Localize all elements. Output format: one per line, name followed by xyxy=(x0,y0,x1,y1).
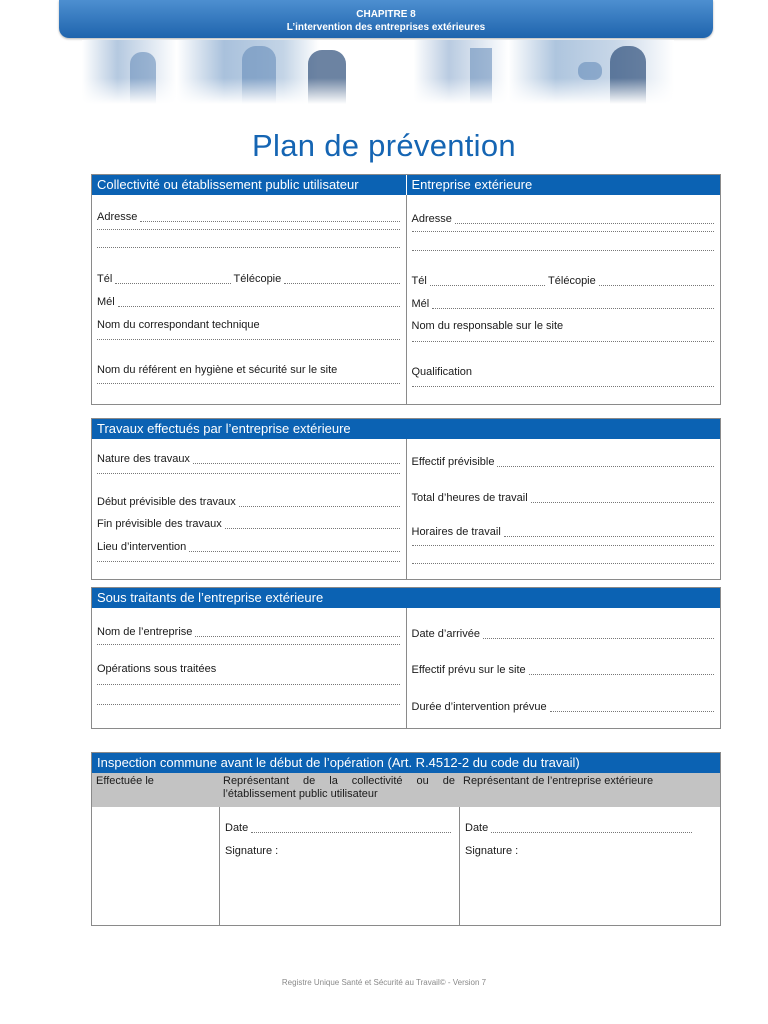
header-travaux: Travaux effectués par l’entreprise extérieure xyxy=(97,421,351,436)
entreprise-column xyxy=(406,195,721,404)
travaux-right-column xyxy=(406,439,721,579)
entreprise-qualification-label: Qualification xyxy=(411,366,473,378)
collectivite-date-field[interactable]: Date xyxy=(225,822,451,835)
collectivite-signature-cell xyxy=(219,807,459,925)
collectivite-tel-field[interactable]: Tél Télécopie xyxy=(97,273,400,286)
collectivite-adresse-line-3[interactable] xyxy=(97,247,400,250)
lieu-intervention-field[interactable]: Lieu d’intervention xyxy=(97,541,400,554)
col-representant-entreprise: Représentant de l’entreprise extérieure xyxy=(463,775,654,787)
collectivite-mel-field[interactable]: Mél xyxy=(97,296,400,309)
nature-travaux-field[interactable]: Nature des travaux xyxy=(97,453,400,466)
worker-photo-2 xyxy=(212,40,362,104)
debut-travaux-field[interactable]: Début prévisible des travaux xyxy=(97,496,400,509)
collectivite-correspondant-label: Nom du correspondant technique xyxy=(97,319,260,331)
collectivite-signature-field[interactable]: Signature : xyxy=(225,845,279,857)
entreprise-tel-field[interactable]: Tél Télécopie xyxy=(412,275,715,288)
fin-travaux-field[interactable]: Fin prévisible des travaux xyxy=(97,518,400,531)
header-inspection: Inspection commune avant le début de l’opération (Art. R.4512-2 du code du travail) xyxy=(97,755,580,770)
collectivite-referent-line[interactable] xyxy=(97,383,400,386)
sous-traitants-right-column xyxy=(406,608,721,728)
collectivite-column xyxy=(92,195,406,404)
nom-entreprise-line-2[interactable] xyxy=(97,644,400,647)
worker-photo-3 xyxy=(422,40,532,104)
chapter-banner xyxy=(59,0,713,38)
header-entreprise-exterieure: Entreprise extérieure xyxy=(406,175,721,195)
date-arrivee-field[interactable]: Date d’arrivée xyxy=(412,628,715,641)
sous-traitants-left-column xyxy=(92,608,406,728)
entreprise-date-field[interactable]: Date xyxy=(465,822,692,835)
entreprise-signature-cell xyxy=(459,807,720,925)
section-travaux xyxy=(91,418,721,580)
col-effectuee-le: Effectuée le xyxy=(96,775,154,787)
section-parties xyxy=(91,174,721,405)
collectivite-correspondant-line[interactable] xyxy=(97,339,400,342)
entreprise-signature-field[interactable]: Signature : xyxy=(465,845,519,857)
entreprise-responsable-label: Nom du responsable sur le site xyxy=(411,320,564,332)
header-sous-traitants: Sous traitants de l’entreprise extérieure xyxy=(97,590,324,605)
chapter-subtitle: L’intervention des entreprises extérieures xyxy=(286,22,486,33)
entreprise-responsable-line[interactable] xyxy=(412,341,715,344)
horaires-travail-line-3[interactable] xyxy=(412,563,715,566)
entreprise-adresse-line-2[interactable] xyxy=(412,231,715,234)
worker-photo-1 xyxy=(90,40,190,104)
entreprise-mel-field[interactable]: Mél xyxy=(412,298,715,311)
entreprise-qualification-line[interactable] xyxy=(412,386,715,389)
entreprise-adresse-line-3[interactable] xyxy=(412,250,715,253)
section-sous-traitants xyxy=(91,587,721,729)
header-collectivite: Collectivité ou établissement public utilisateur xyxy=(97,177,359,192)
horaires-travail-line-2[interactable] xyxy=(412,545,715,548)
header-photo-strip xyxy=(82,40,674,104)
collectivite-adresse-line-2[interactable] xyxy=(97,229,400,232)
horaires-travail-field[interactable]: Horaires de travail xyxy=(412,526,715,539)
chapter-label: CHAPITRE 8 xyxy=(356,9,416,20)
travaux-left-column xyxy=(92,439,406,579)
collectivite-referent-label: Nom du référent en hygiène et sécurité sur le site xyxy=(97,364,338,376)
operations-sous-traitees-label: Opérations sous traitées xyxy=(97,663,217,675)
section-inspection xyxy=(91,752,721,926)
effectif-prevu-field[interactable]: Effectif prévu sur le site xyxy=(412,664,715,677)
effectif-previsible-field[interactable]: Effectif prévisible xyxy=(412,456,715,469)
page-title: Plan de prévention xyxy=(252,128,516,163)
page-footer: Registre Unique Santé et Sécurité au Travail© - Version 7 xyxy=(281,978,487,987)
nom-entreprise-field[interactable]: Nom de l’entreprise xyxy=(97,626,400,639)
total-heures-field[interactable]: Total d’heures de travail xyxy=(412,492,715,505)
operations-line-2[interactable] xyxy=(97,704,400,707)
lieu-intervention-line-2[interactable] xyxy=(97,561,400,564)
effectuee-le-cell[interactable] xyxy=(92,807,219,925)
operations-line-1[interactable] xyxy=(97,684,400,687)
col-representant-collectivite: Représentant de la collectivité ou de l’établissement public utilisateur xyxy=(223,775,455,800)
collectivite-adresse-field[interactable]: Adresse xyxy=(97,211,400,224)
entreprise-adresse-field[interactable]: Adresse xyxy=(412,213,715,226)
worker-photo-4 xyxy=(562,40,662,104)
inspection-column-headers xyxy=(92,773,720,807)
nature-travaux-line-2[interactable] xyxy=(97,473,400,476)
duree-intervention-field[interactable]: Durée d’intervention prévue xyxy=(412,701,715,714)
